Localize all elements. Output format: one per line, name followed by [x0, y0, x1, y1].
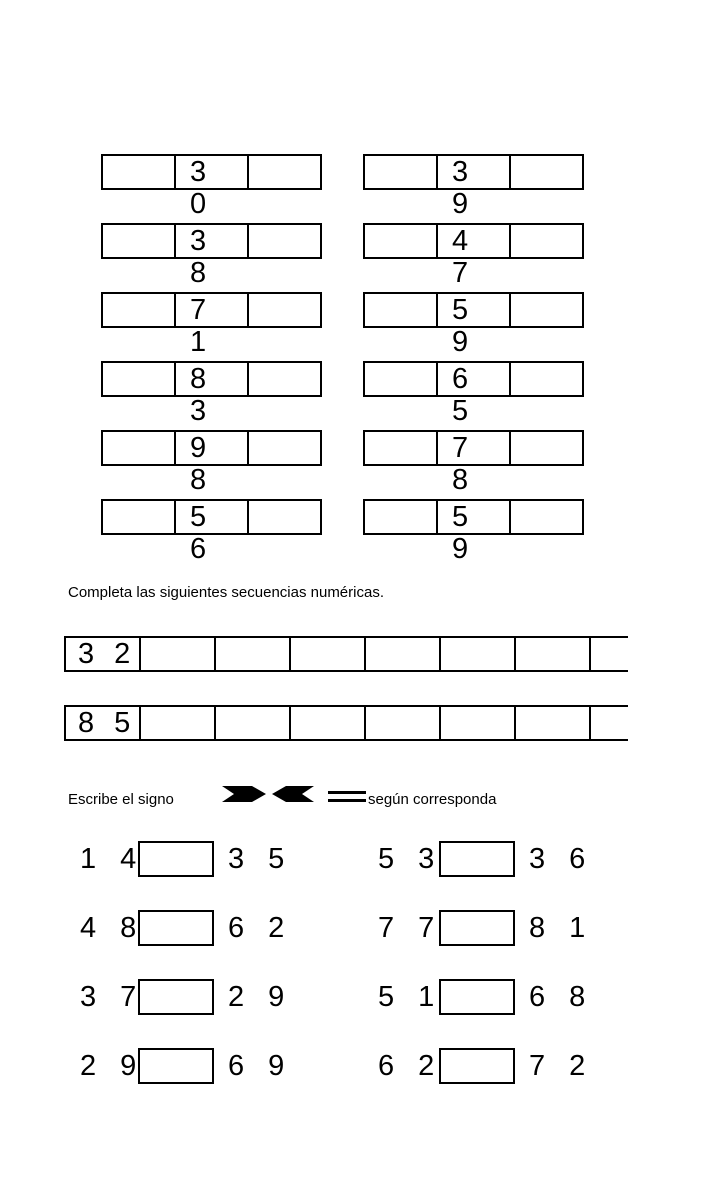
- sign-answer-box[interactable]: [439, 1048, 515, 1084]
- sign-answer-box[interactable]: [439, 979, 515, 1015]
- successor-box[interactable]: [509, 361, 584, 397]
- sequence-row: [64, 705, 628, 741]
- successor-box[interactable]: [509, 154, 584, 190]
- successor-box[interactable]: [509, 430, 584, 466]
- predecessor-box[interactable]: [101, 154, 176, 190]
- compare-left-number: 7 7: [378, 912, 443, 944]
- compare-left-number: 5 3: [378, 843, 443, 875]
- successor-box[interactable]: [509, 223, 584, 259]
- sequence-blank[interactable]: [289, 705, 366, 741]
- compare-right-number: 3 5: [228, 843, 293, 875]
- sequence-blank[interactable]: [364, 705, 441, 741]
- compare-left-number: 2 9: [80, 1050, 145, 1082]
- sequence-blank[interactable]: [589, 636, 628, 672]
- sequence-blank[interactable]: [139, 705, 216, 741]
- neighbor-row: [363, 361, 584, 427]
- sequence-blank[interactable]: [514, 705, 591, 741]
- compare-right-number: 7 2: [529, 1050, 594, 1082]
- predecessor-box[interactable]: [101, 499, 176, 535]
- compare-right-number: 6 2: [228, 912, 293, 944]
- given-number: 3 9: [436, 154, 511, 190]
- sign-answer-box[interactable]: [439, 841, 515, 877]
- predecessor-box[interactable]: [363, 292, 438, 328]
- successor-box[interactable]: [247, 292, 322, 328]
- neighbor-row: [101, 361, 322, 427]
- given-number: 5 9: [436, 499, 511, 535]
- successor-box[interactable]: [247, 154, 322, 190]
- predecessor-box[interactable]: [363, 499, 438, 535]
- compare-instruction-prefix: Escribe el signo: [68, 791, 174, 808]
- sequence-blank[interactable]: [439, 636, 516, 672]
- compare-left-number: 5 1: [378, 981, 443, 1013]
- sign-answer-box[interactable]: [138, 979, 214, 1015]
- sign-answer-box[interactable]: [439, 910, 515, 946]
- given-number: 7 1: [174, 292, 249, 328]
- sequence-blank[interactable]: [214, 636, 291, 672]
- sequence-blank[interactable]: [214, 705, 291, 741]
- sign-answer-box[interactable]: [138, 1048, 214, 1084]
- sign-answer-box[interactable]: [138, 910, 214, 946]
- given-number: 8 3: [174, 361, 249, 397]
- given-number: 5 9: [436, 292, 511, 328]
- sequence-start: 3 2: [64, 636, 141, 672]
- predecessor-box[interactable]: [363, 361, 438, 397]
- sign-answer-box[interactable]: [138, 841, 214, 877]
- predecessor-box[interactable]: [101, 292, 176, 328]
- sequence-blank[interactable]: [139, 636, 216, 672]
- given-number: 4 7: [436, 223, 511, 259]
- sequence-blank[interactable]: [589, 705, 628, 741]
- neighbor-row: [363, 154, 584, 220]
- compare-left-number: 4 8: [80, 912, 145, 944]
- compare-left-number: 6 2: [378, 1050, 443, 1082]
- predecessor-box[interactable]: [363, 223, 438, 259]
- given-number: 3 0: [174, 154, 249, 190]
- neighbor-row: [101, 292, 322, 358]
- given-number: 3 8: [174, 223, 249, 259]
- successor-box[interactable]: [247, 223, 322, 259]
- neighbor-row: [363, 430, 584, 496]
- sequence-blank[interactable]: [289, 636, 366, 672]
- compare-instruction-suffix: según corresponda: [368, 791, 497, 808]
- compare-right-number: 6 8: [529, 981, 594, 1013]
- compare-right-number: 6 9: [228, 1050, 293, 1082]
- neighbor-row: [363, 292, 584, 358]
- sequence-instruction: Completa las siguientes secuencias numéricas.: [68, 584, 384, 601]
- neighbor-row: [101, 430, 322, 496]
- compare-right-number: 3 6: [529, 843, 594, 875]
- successor-box[interactable]: [509, 499, 584, 535]
- successor-box[interactable]: [247, 499, 322, 535]
- sequence-start: 8 5: [64, 705, 141, 741]
- sequence-blank[interactable]: [439, 705, 516, 741]
- successor-box[interactable]: [247, 430, 322, 466]
- predecessor-box[interactable]: [101, 361, 176, 397]
- predecessor-box[interactable]: [101, 430, 176, 466]
- sequence-row: [64, 636, 628, 672]
- compare-right-number: 8 1: [529, 912, 594, 944]
- compare-left-number: 3 7: [80, 981, 145, 1013]
- compare-left-number: 1 4: [80, 843, 145, 875]
- predecessor-box[interactable]: [101, 223, 176, 259]
- given-number: 6 5: [436, 361, 511, 397]
- given-number: 5 6: [174, 499, 249, 535]
- neighbor-row: [363, 223, 584, 289]
- sequence-blank[interactable]: [364, 636, 441, 672]
- successor-box[interactable]: [509, 292, 584, 328]
- less-than-icon: [272, 785, 314, 803]
- neighbor-row: [101, 499, 322, 565]
- predecessor-box[interactable]: [363, 430, 438, 466]
- neighbor-row: [101, 154, 322, 220]
- neighbor-row: [363, 499, 584, 565]
- given-number: 9 8: [174, 430, 249, 466]
- given-number: 7 8: [436, 430, 511, 466]
- equals-icon: [328, 791, 366, 803]
- sequence-blank[interactable]: [514, 636, 591, 672]
- compare-right-number: 2 9: [228, 981, 293, 1013]
- greater-than-icon: [222, 785, 266, 803]
- predecessor-box[interactable]: [363, 154, 438, 190]
- successor-box[interactable]: [247, 361, 322, 397]
- neighbor-row: [101, 223, 322, 289]
